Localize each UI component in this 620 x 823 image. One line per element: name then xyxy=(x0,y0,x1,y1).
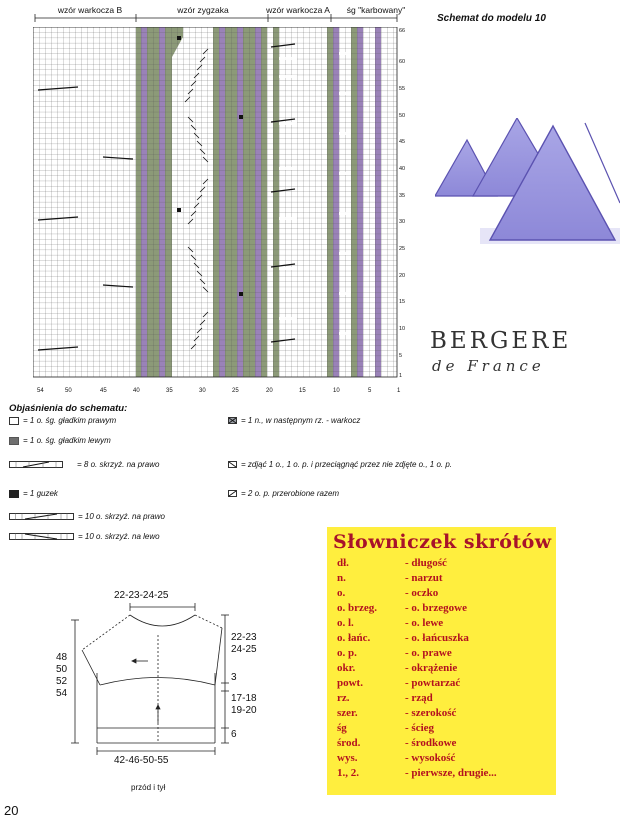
glossary-abbr: 1., 2. xyxy=(337,767,359,779)
legend-item xyxy=(228,416,360,425)
section-label-cable-a: wzór warkocza A xyxy=(266,5,330,15)
glossary-meaning: - wysokość xyxy=(405,752,456,764)
measure-right-low: 19-20 xyxy=(231,705,257,716)
measure-bottom: 42-46-50-55 xyxy=(114,755,169,766)
glossary-abbr: rz. xyxy=(337,692,350,704)
glossary-meaning: - długość xyxy=(405,557,447,569)
legend-text: = 2 o. p. przerobione razem xyxy=(241,489,340,498)
row-number: 5 xyxy=(399,353,403,359)
glossary-abbr: dł. xyxy=(337,557,349,569)
glossary-abbr: o. p. xyxy=(337,647,357,659)
glossary-abbr: szer. xyxy=(337,707,358,719)
glossary-meaning: - rząd xyxy=(405,692,433,704)
k2tog-icon xyxy=(228,490,237,497)
glossary-abbr: śg xyxy=(337,722,347,734)
row-number: 60 xyxy=(399,59,406,65)
glossary-abbr: okr. xyxy=(337,662,356,674)
glossary-meaning: - środkowe xyxy=(405,737,457,749)
col-number: 50 xyxy=(65,388,72,394)
glossary-meaning: - pierwsze, drugie... xyxy=(405,767,497,779)
legend-item xyxy=(9,436,111,445)
glossary-meaning: - okrążenie xyxy=(405,662,458,674)
row-number: 1 xyxy=(399,373,403,379)
measure-left: 52 xyxy=(56,676,68,687)
legend-item xyxy=(9,489,58,498)
glossary-meaning: - o. prawe xyxy=(405,647,452,659)
white-square-icon xyxy=(9,417,19,425)
row-number: 66 xyxy=(399,28,406,34)
legend-item xyxy=(9,460,159,469)
knot-icon xyxy=(9,490,19,498)
legend-item xyxy=(228,460,452,469)
glossary-abbr: o. łańc. xyxy=(337,632,371,644)
col-number: 25 xyxy=(232,388,239,394)
measure-left: 54 xyxy=(56,688,68,699)
legend-text: = 1 o. śg. gładkim prawym xyxy=(23,416,117,425)
glossary-meaning: - narzut xyxy=(405,572,443,584)
legend-text: = zdjąć 1 o., 1 o. p. i przeciągnąć przez nie zdjęte o., 1 o. p. xyxy=(241,460,453,469)
legend-item xyxy=(9,512,165,521)
measure-right-top: 24-25 xyxy=(231,644,257,655)
row-number: 10 xyxy=(399,326,406,332)
grey-square-icon xyxy=(9,437,19,445)
glossary-abbr: n. xyxy=(337,572,346,584)
glossary-meaning: - oczko xyxy=(405,587,439,599)
legend-text: = 1 n., w następnym rz. - warkocz xyxy=(241,416,361,425)
col-number: 15 xyxy=(299,388,306,394)
glossary-meaning: - o. łańcuszka xyxy=(405,632,469,644)
row-number: 55 xyxy=(399,86,406,92)
legend-text: = 10 o. skrzyż. na prawo xyxy=(78,512,165,521)
glossary-abbr: wys. xyxy=(337,752,358,764)
glossary-title: Słowniczek skrótów xyxy=(333,531,552,553)
col-number: 54 xyxy=(37,388,44,394)
glossary-abbr: powt. xyxy=(337,677,363,689)
glossary-abbr: o. l. xyxy=(337,617,354,629)
row-number: 30 xyxy=(399,219,406,225)
glossary-meaning: - o. brzegowe xyxy=(405,602,468,614)
row-number: 50 xyxy=(399,113,406,119)
garment-schematic xyxy=(40,595,280,770)
glossary-meaning: - szerokość xyxy=(405,707,457,719)
measure-right-low: 17-18 xyxy=(231,693,257,704)
page-number: 20 xyxy=(4,803,19,818)
row-number: 35 xyxy=(399,193,406,199)
col-number: 35 xyxy=(166,388,173,394)
brand-subtitle: de France xyxy=(432,357,545,375)
legend-item xyxy=(228,489,339,498)
yarn-over-icon xyxy=(228,417,237,424)
measure-right-top: 22-23 xyxy=(231,632,257,643)
triangles-decoration xyxy=(435,118,620,248)
measure-right-mid: 3 xyxy=(231,672,237,683)
legend-text: = 10 o. skrzyż. na lewo xyxy=(78,532,160,541)
legend-item xyxy=(9,416,116,425)
glossary-abbr: o. xyxy=(337,587,346,599)
col-number: 1 xyxy=(397,388,401,394)
row-number: 25 xyxy=(399,246,406,252)
glossary-meaning: - powtarzać xyxy=(405,677,461,689)
measure-right-bottom: 6 xyxy=(231,729,237,740)
row-number: 40 xyxy=(399,166,406,172)
col-number: 45 xyxy=(100,388,107,394)
col-number: 10 xyxy=(333,388,340,394)
row-number: 45 xyxy=(399,139,406,145)
glossary-meaning: - ścieg xyxy=(405,722,435,734)
measure-left: 50 xyxy=(56,664,68,675)
legend-item xyxy=(9,532,160,541)
measure-left: 48 xyxy=(56,652,68,663)
measure-top: 22-23-24-25 xyxy=(114,590,169,601)
cable-8-right-icon xyxy=(9,461,63,468)
section-label-rib: śg "karbowany" xyxy=(346,5,406,15)
section-label-cable-b: wzór warkocza B xyxy=(57,5,123,15)
cable-10-right-icon xyxy=(9,513,74,520)
scheme-title: Schemat do modelu 10 xyxy=(437,13,546,24)
glossary-abbr: środ. xyxy=(337,737,361,749)
slip-pass-icon xyxy=(228,461,237,468)
col-number: 30 xyxy=(199,388,206,394)
glossary-meaning: - o. lewe xyxy=(405,617,444,629)
col-number: 20 xyxy=(266,388,273,394)
row-number: 15 xyxy=(399,299,406,305)
knitting-chart xyxy=(33,27,408,382)
legend-text: = 1 guzek xyxy=(23,489,58,498)
diagram-caption: przód i tył xyxy=(131,783,166,792)
row-number: 20 xyxy=(399,273,406,279)
legend-text: = 8 o. skrzyż. na prawo xyxy=(77,460,160,469)
section-label-zigzag: wzór zygzaka xyxy=(177,5,229,15)
cable-10-left-icon xyxy=(9,533,74,540)
glossary-abbr: o. brzeg. xyxy=(337,602,378,614)
legend-heading: Objaśnienia do schematu: xyxy=(9,403,128,414)
legend-text: = 1 o. śg. gładkim lewym xyxy=(23,436,111,445)
brand-name: BERGERE xyxy=(430,328,572,354)
col-number: 40 xyxy=(133,388,140,394)
col-number: 5 xyxy=(368,388,372,394)
